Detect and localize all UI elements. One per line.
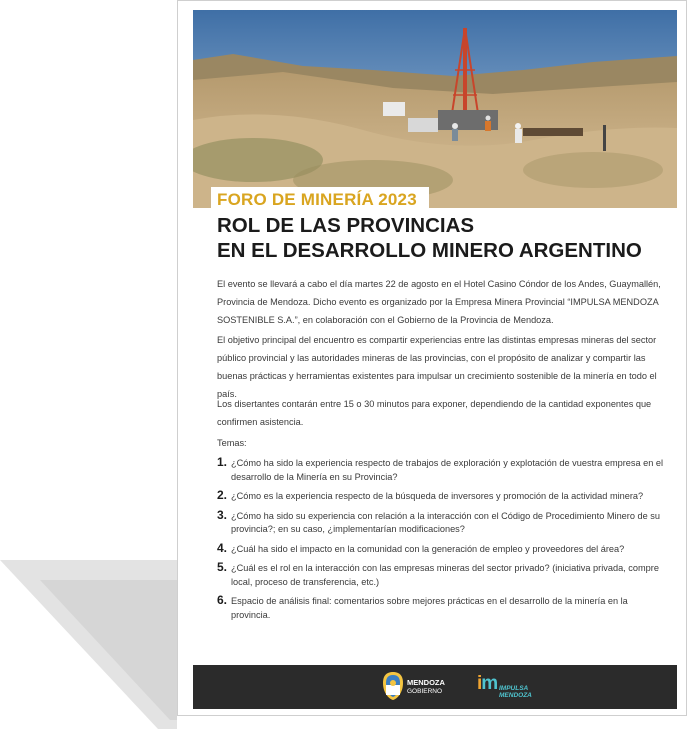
gov-logo-name: MENDOZA xyxy=(407,678,445,687)
topic-number: 3. xyxy=(217,507,228,522)
topic-text: Espacio de análisis final: comentarios sobre mejores prácticas en el desarrollo de la minería en la provincia. xyxy=(231,596,628,620)
event-overline: FORO DE MINERÍA 2023 xyxy=(217,190,417,209)
topic-item xyxy=(217,507,669,537)
mining-site-image xyxy=(193,10,677,208)
header-photo xyxy=(193,10,677,208)
topic-number: 4. xyxy=(217,540,228,555)
paragraph-objective: El objetivo principal del encuentro es compartir experiencias entre las distintas empresas mineras del sector público provincial y las autoridades mineras de las provincias, con el propósito de analizar y compartir las buenas prácticas y herramientas existentes para impulsar un crecimiento sostenible de la minería en todo el país. xyxy=(217,335,657,399)
paragraph-event-details: El evento se llevará a cabo el día martes 22 de agosto en el Hotel Casino Cóndor de los Andes, Guaymallén, Provincia de Mendoza. Dicho evento es organizado por la Empresa Minera Provincial “IMPULSA MENDOZA SOSTENIBLE S.A.”, en colaboración con el Gobierno de la Provincia de Mendoza. xyxy=(217,279,661,325)
mendoza-shield-icon xyxy=(382,671,404,701)
topic-item xyxy=(217,595,669,622)
topic-text: ¿Cuál ha sido el impacto en la comunidad con la generación de empleo y proveedores del área? xyxy=(231,543,625,554)
impulsa-mendoza-logo xyxy=(477,673,567,703)
topics-list xyxy=(217,457,669,628)
impulsa-logo-line-1: IMPULSA xyxy=(499,685,529,692)
mendoza-government-logo xyxy=(382,671,462,703)
topic-text: ¿Cómo ha sido su experiencia con relación a la interacción con el Código de Procedimiento Minero de su provincia?; en su caso, ¿implementarían modificaciones? xyxy=(231,510,660,534)
topic-item xyxy=(217,540,669,557)
impulsa-logo-text xyxy=(499,685,532,699)
title-line-2: EN EL DESARROLLO MINERO ARGENTINO xyxy=(217,239,642,262)
topic-item xyxy=(217,562,669,589)
impulsa-mark-icon: im xyxy=(477,673,498,694)
topic-item xyxy=(217,490,669,504)
topic-number: 2. xyxy=(217,488,228,502)
topic-text: ¿Cómo es la experiencia respecto de la búsqueda de inversores y promoción de la actividad minera? xyxy=(231,491,644,501)
title-line-1: ROL DE LAS PROVINCIAS xyxy=(217,214,475,237)
topic-item xyxy=(217,457,669,484)
topic-number: 1. xyxy=(217,455,228,469)
topic-text: ¿Cuál es el rol en la interacción con las empresas mineras del sector privado? (iniciativa privada, compre local, proceso de transferencia, etc.) xyxy=(231,563,659,587)
topic-text: ¿Cómo ha sido la experiencia respecto de trabajos de exploración y explotación de vuestra empresa en el desarrollo de la Minería en su Provincia? xyxy=(231,458,664,482)
topics-label: Temas: xyxy=(217,438,247,448)
impulsa-logo-line-2: MENDOZA xyxy=(499,692,532,699)
topic-number: 5. xyxy=(217,560,228,574)
footer-bar xyxy=(193,665,677,709)
paragraph-speakers: Los disertantes contarán entre 15 o 30 minutos para exponer, dependiendo de la cantidad exponentes que confirmen asistencia. xyxy=(217,399,652,427)
topic-number: 6. xyxy=(217,593,228,607)
document-title xyxy=(217,213,642,263)
gov-logo-sub: GOBIERNO xyxy=(407,688,443,695)
document-page xyxy=(177,0,687,716)
